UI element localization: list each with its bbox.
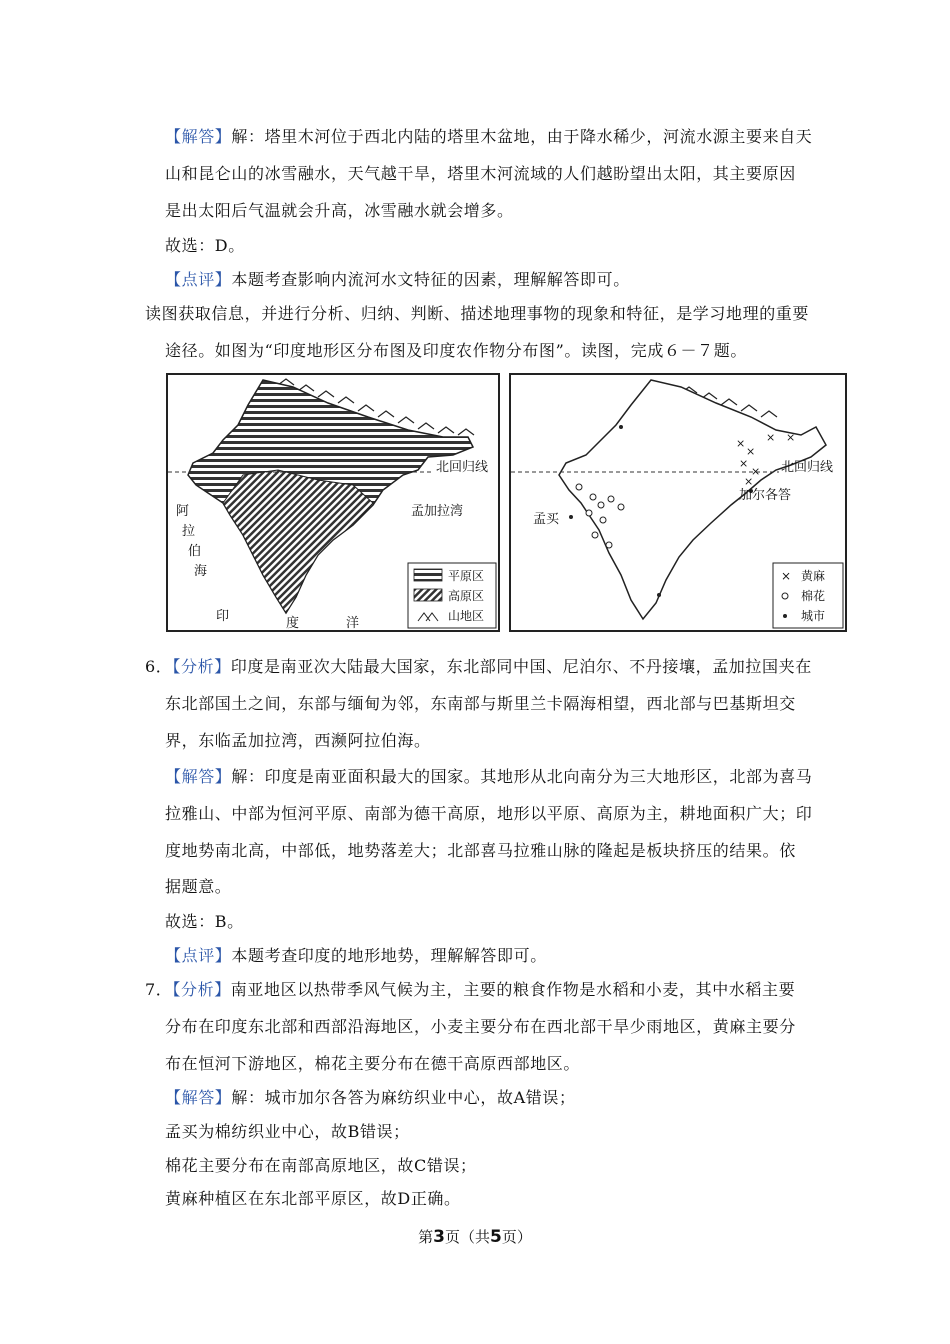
indian-ocean-label bbox=[216, 609, 359, 630]
svg-text:拉: 拉 bbox=[182, 524, 196, 539]
svg-text:×: × bbox=[766, 431, 776, 444]
answer-line-1: 【解答】解：塔里木河位于西北内陆的塔里木盆地，由于降水稀少，河流水源主要来自天 bbox=[165, 127, 813, 146]
jute-swatch: × bbox=[781, 569, 792, 583]
terrain-map-figure bbox=[168, 375, 498, 630]
plain-swatch bbox=[414, 569, 442, 581]
q6-comment: 【点评】本题考查印度的地形地势，理解解答即可。 bbox=[165, 946, 547, 965]
arabian-sea-label bbox=[176, 504, 207, 579]
q7-answer-line-4: 黄麻种植区在东北部平原区，故D正确。 bbox=[165, 1189, 461, 1208]
q6-answer-tag: 【解答】 bbox=[165, 767, 232, 786]
svg-text:×: × bbox=[744, 475, 754, 488]
plateau-swatch bbox=[414, 589, 442, 601]
q6-answer-line-4: 据题意。 bbox=[165, 877, 232, 896]
q6-number: 6． bbox=[145, 657, 173, 676]
legend-jute: 黄麻 bbox=[801, 569, 826, 583]
q6-analysis-line-3: 界，东临孟加拉湾，西濒阿拉伯海。 bbox=[165, 731, 431, 750]
crop-map bbox=[509, 373, 847, 632]
comment-tag: 【点评】 bbox=[165, 270, 232, 289]
svg-text:度: 度 bbox=[286, 616, 300, 630]
mumbai-label: 孟买 bbox=[533, 512, 560, 527]
legend-cotton: 棉花 bbox=[801, 589, 826, 603]
legend-city: 城市 bbox=[801, 609, 826, 623]
svg-text:×: × bbox=[746, 445, 756, 458]
q7-analysis-line-1: 7．【分析】南亚地区以热带季风气候为主，主要的粮食作物是水稻和小麦，其中水稻主要 bbox=[145, 980, 796, 999]
svg-text:×: × bbox=[786, 431, 796, 444]
terrain-map bbox=[166, 373, 500, 632]
q6-comment-tag: 【点评】 bbox=[165, 946, 232, 965]
q6-answer-line-1: 【解答】解：印度是南亚面积最大的国家。其地形从北向南分为三大地形区，北部为喜马 bbox=[165, 767, 813, 786]
svg-text:印: 印 bbox=[216, 609, 230, 624]
q6-analysis-line-2: 东北部国土之间，东部与缅甸为邻，东南部与斯里兰卡隔海相望，西北部与巴基斯坦交 bbox=[165, 694, 796, 713]
city-swatch bbox=[783, 614, 787, 618]
q6-analysis-tag: 【分析】 bbox=[172, 657, 231, 676]
legend-plain: 平原区 bbox=[448, 569, 485, 583]
q7-analysis-line-3: 布在恒河下游地区，棉花主要分布在德干高原西部地区。 bbox=[165, 1054, 581, 1073]
svg-text:海: 海 bbox=[194, 564, 208, 579]
crop-map-figure bbox=[511, 375, 845, 630]
q7-analysis-line-2: 分布在印度东北部和西部沿海地区，小麦主要分布在西北部干旱少雨地区，黄麻主要分 bbox=[165, 1017, 796, 1036]
q6-answer-line-3: 度地势南北高，中部低，地势落差大；北部喜马拉雅山脉的隆起是板块挤压的结果。依 bbox=[165, 841, 796, 860]
q7-answer-tag: 【解答】 bbox=[165, 1088, 232, 1107]
page-footer: 第3页（共5页） bbox=[418, 1227, 532, 1247]
answer-line-2: 山和昆仑山的冰雪融水，天气越干旱，塔里木河流域的人们越盼望出太阳，其主要原因 bbox=[165, 164, 796, 183]
cotton-swatch bbox=[782, 593, 788, 599]
kolkata-label: 加尔各答 bbox=[739, 488, 792, 503]
intro-line-2: 途径。如图为“印度地形区分布图及印度农作物分布图”。读图，完成６－７题。 bbox=[165, 341, 747, 360]
svg-text:×: × bbox=[739, 457, 749, 470]
answer-tag: 【解答】 bbox=[165, 127, 232, 146]
current-page: 3 bbox=[433, 1227, 445, 1247]
q7-analysis-tag: 【分析】 bbox=[172, 980, 231, 999]
bay-label: 孟加拉湾 bbox=[411, 504, 464, 519]
tropic-label-right: 北回归线 bbox=[781, 460, 834, 475]
q6-analysis-line-1: 6．【分析】印度是南亚次大陆最大国家，东北部同中国、尼泊尔、不丹接壤，孟加拉国夹在 bbox=[145, 657, 812, 676]
q7-answer-line-3: 棉花主要分布在南部高原地区，故C错误； bbox=[165, 1156, 477, 1175]
svg-text:×: × bbox=[751, 465, 761, 478]
tropic-label: 北回归线 bbox=[436, 460, 489, 475]
answer-line-3: 是出太阳后气温就会升高，冰雪融水就会增多。 bbox=[165, 201, 514, 220]
svg-text:洋: 洋 bbox=[346, 616, 360, 630]
intro-line-1: 读图获取信息，并进行分析、归纳、判断、描述地理事物的现象和特征，是学习地理的重要 bbox=[145, 304, 810, 323]
q6-choice: 故选：B。 bbox=[165, 912, 244, 931]
comment-line: 【点评】本题考查影响内流河水文特征的因素，理解解答即可。 bbox=[165, 270, 630, 289]
q7-answer-line-1: 【解答】解：城市加尔各答为麻纺织业中心，故A错误； bbox=[165, 1088, 576, 1107]
legend-plateau: 高原区 bbox=[448, 589, 485, 603]
q7-answer-line-2: 孟买为棉纺织业中心，故B错误； bbox=[165, 1122, 410, 1141]
legend-mountain: 山地区 bbox=[448, 609, 485, 623]
svg-text:伯: 伯 bbox=[188, 544, 202, 559]
svg-text:×: × bbox=[736, 437, 746, 450]
q6-answer-line-2: 拉雅山、中部为恒河平原、南部为德干高原，地形以平原、高原为主，耕地面积广大；印 bbox=[165, 804, 813, 823]
choice-line: 故选：D。 bbox=[165, 236, 245, 255]
total-pages: 5 bbox=[490, 1227, 502, 1247]
svg-text:阿: 阿 bbox=[176, 504, 190, 519]
q7-number: 7． bbox=[145, 980, 173, 999]
